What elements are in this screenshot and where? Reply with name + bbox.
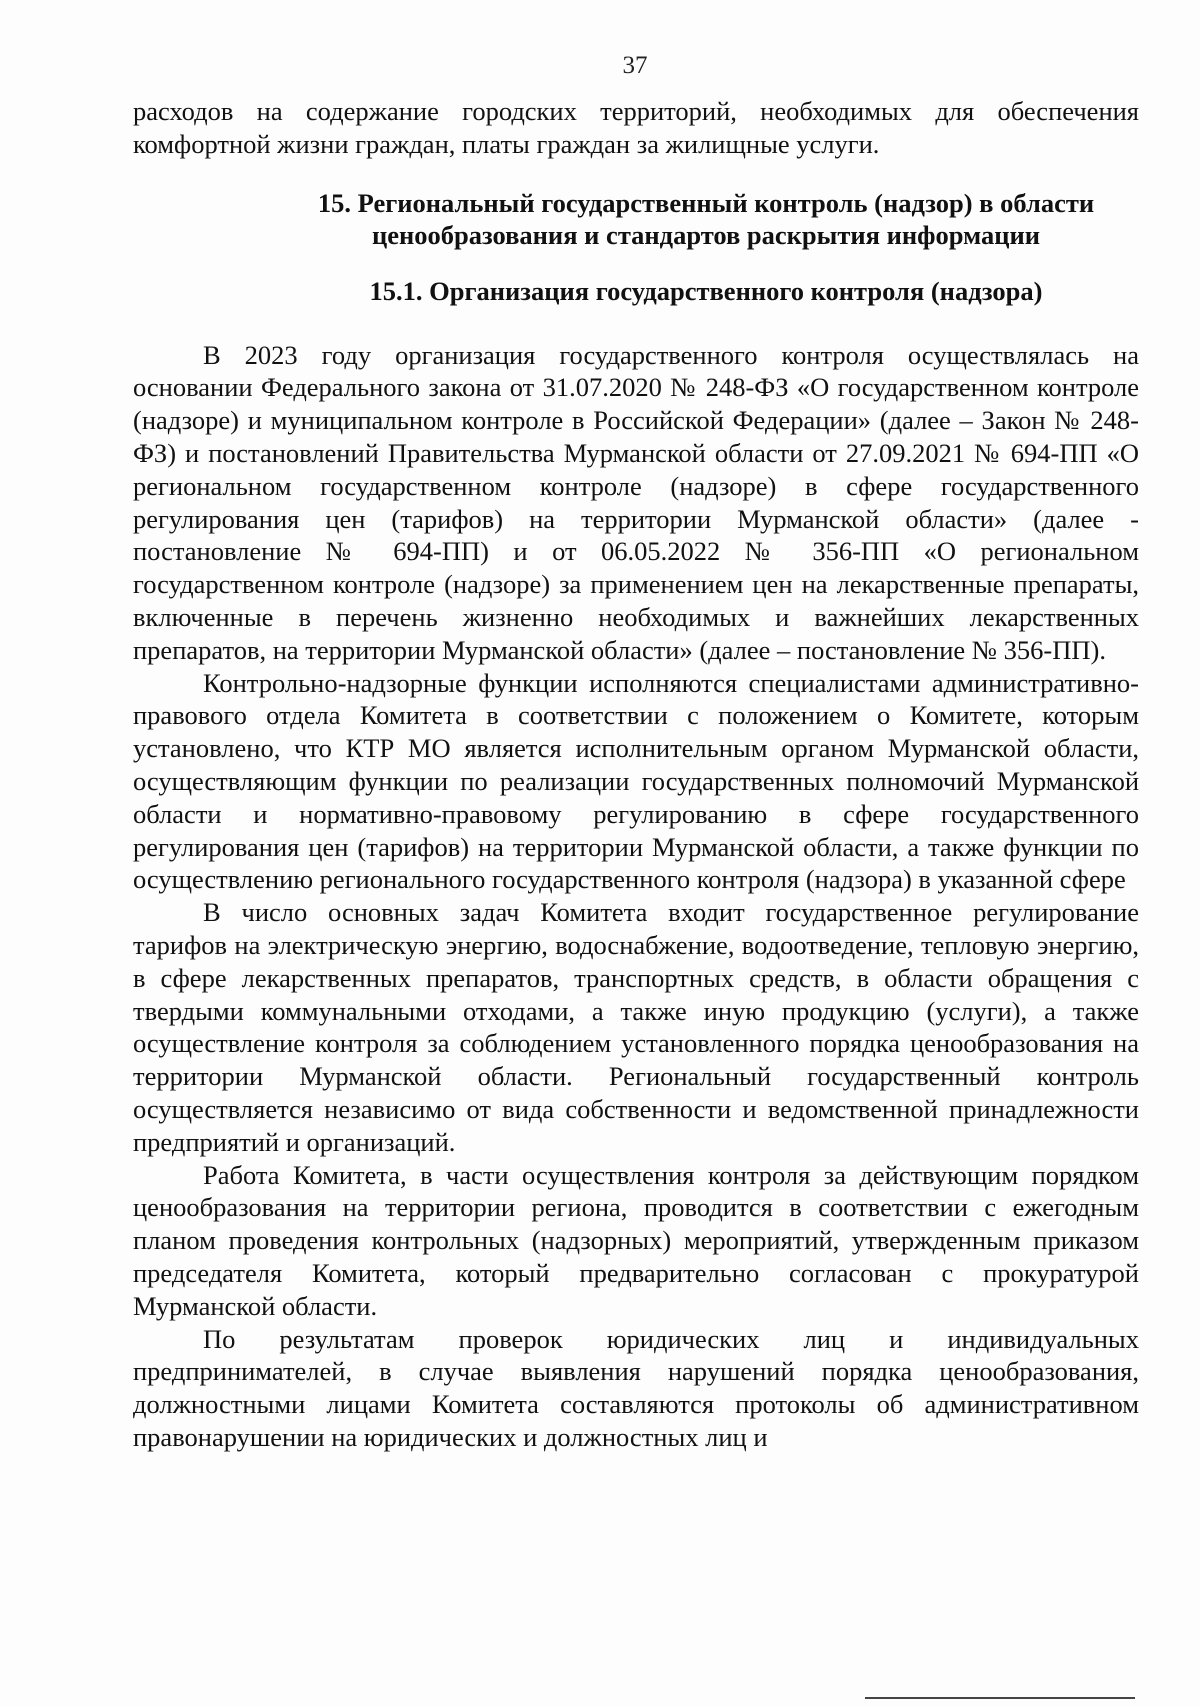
paragraph-inspection-results: По результатам проверок юридических лиц и индивидуальных предпринимателей, в случае выявления нарушений порядка ценообразования, должностными лицами Комитета составляются протоколы об административном правонарушении на юридических и должностных лиц и [133,1323,1139,1452]
paragraph-annual-plan: Работа Комитета, в части осуществления контроля за действующим порядком ценообразования на территории региона, проводится в соответствии с ежегодным планом проведения контрольных (надзорных) мероприятий, утвержденным приказом председателя Комитета, который предварительно согласован с прокуратурой Мурманской области. [133,1159,1139,1321]
section-heading-line-1: 15. Региональный государственный контроль (надзор) в области [317,187,1095,218]
paragraph-main-tasks: В число основных задач Комитета входит государственное регулирование тарифов на электрическую энергию, водоснабжение, водоотведение, тепловую энергию, в сфере лекарственных препаратов, транспортных средств, в области обращения с твердыми коммунальными отходами, а также иную продукцию (услуги), а также осуществление контроля за соблюдением установленного порядка ценообразования на территории Мурманской области. Региональный государственный контроль осуществляется независимо от вида собственности и ведомственной принадлежности предприятий и организаций. [133,897,1139,1157]
document-body [133,95,1139,1454]
paragraph-continuation: расходов на содержание городских территорий, необходимых для обеспечения комфортной жизни граждан, платы граждан за жилищные услуги. [133,96,1139,159]
section-heading [133,187,1139,251]
paragraph-control-functions: Контрольно-надзорные функции исполняются специалистами административно-правового отдела Комитета в соответствии с положением о Комитете, которым установлено, что КТР МО является исполнительным органом Мурманской области, осуществляющим функции по реализации государственных полномочий Мурманской области и нормативно-правовому регулированию в сфере государственного регулирования цен (тарифов) на территории Мурманской области, а также функции по осуществлению регионального государственного контроля (надзора) в указанной сфере [133,667,1139,895]
paragraph-legal-basis: В 2023 году организация государственного контроля осуществлялась на основании Федерального закона от 31.07.2020 № 248-ФЗ «О государственном контроле (надзоре) и муниципальном контроле в Российской Федерации» (далее – Закон № 248-ФЗ) и постановлений Правительства Мурманской области от 27.09.2021 № 694-ПП «О региональном государственном контроле (надзоре) в сфере государственного регулирования цен (тарифов) на территории Мурманской области» (далее - постановление № 694-ПП) и от 06.05.2022 № 356-ПП «О региональном государственном контроле (надзоре) за применением цен на лекарственные препараты, включенные в перечень жизненно необходимых и важнейших лекарственных препаратов, на территории Мурманской области» (далее – постановление № 356-ПП). [133,339,1139,665]
page-number: 37 [622,52,648,79]
subsection-heading: 15.1. Организация государственного контроля (надзора) [369,275,1043,306]
section-heading-line-2: ценообразования и стандартов раскрытия информации [371,219,1040,250]
footer-rule [865,1697,1135,1699]
